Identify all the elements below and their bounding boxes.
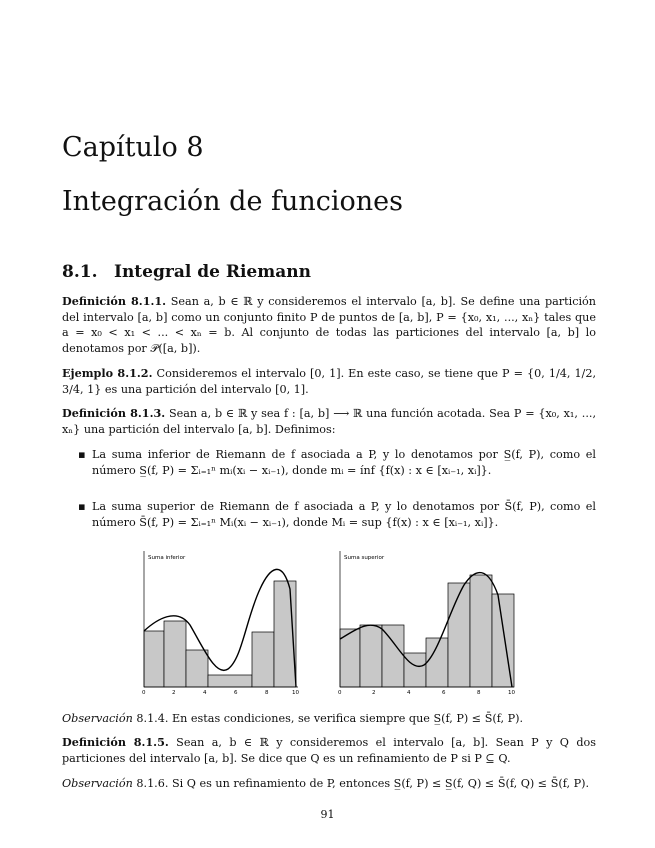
definition-text: Sean a, b ∈ ℝ y consideremos el intervalo [a, b]. Se define una partición del intervalo [a, b] como un conjunto finito P de puntos de [a, b], P = {x₀, x₁, ..., xₙ} tales que a = x₀ < x₁ < ... < xₙ = b. Al conjunto de todas las particiones del intervalo [a, b] lo denotamos por 𝒫([a, b]). bbox=[62, 295, 596, 355]
definition-heading: Definición 8.1.1. bbox=[62, 294, 167, 308]
bullet-icon: ▪ bbox=[78, 448, 86, 461]
list-item bbox=[80, 499, 596, 531]
example-heading: Ejemplo 8.1.2. bbox=[62, 366, 153, 380]
bar bbox=[360, 625, 382, 687]
definition-8-1-5 bbox=[62, 735, 596, 766]
bar bbox=[208, 675, 252, 687]
observation-number: 8.1.4. bbox=[136, 712, 169, 725]
section-title: Integral de Riemann bbox=[114, 262, 311, 282]
section-heading bbox=[62, 262, 311, 282]
x-tick-label: 0 bbox=[338, 690, 342, 696]
lower-sum-plot bbox=[142, 551, 299, 696]
observation-8-1-4 bbox=[62, 711, 596, 727]
bar bbox=[448, 583, 470, 687]
bar bbox=[382, 625, 404, 687]
x-tick-label: 2 bbox=[172, 690, 176, 696]
list-item-text: La suma inferior de Riemann de f asociada a P, y lo denotamos por S̲(f, P), como el número S̲(f, P) = Σᵢ₌₁ⁿ mᵢ(xᵢ − xᵢ₋₁), donde mᵢ = ínf {f(x) : x ∈ [xᵢ₋₁, xᵢ]}. bbox=[92, 448, 596, 477]
definition-text: Sean a, b ∈ ℝ y sea f : [a, b] ⟶ ℝ una función acotada. Sea P = {x₀, x₁, ..., xₙ} una partición del intervalo [a, b]. Definimos: bbox=[62, 407, 596, 436]
observation-number: 8.1.6. bbox=[136, 777, 169, 790]
x-tick-label: 8 bbox=[265, 690, 269, 696]
x-tick-label: 0 bbox=[142, 690, 146, 696]
bar bbox=[186, 650, 208, 687]
x-tick-labels bbox=[142, 690, 299, 696]
observation-heading: Observación bbox=[62, 777, 133, 790]
bar bbox=[252, 632, 274, 687]
bar bbox=[492, 594, 514, 687]
observation-text: En estas condiciones, se verifica siempre que S̲(f, P) ≤ S̄(f, P). bbox=[171, 712, 524, 725]
x-tick-label: 2 bbox=[372, 690, 376, 696]
bullet-icon: ▪ bbox=[78, 500, 86, 513]
x-tick-label: 6 bbox=[234, 690, 238, 696]
plot-title: Suma superior bbox=[344, 555, 385, 561]
definition-heading: Definición 8.1.5. bbox=[62, 735, 169, 749]
example-8-1-2 bbox=[62, 366, 596, 397]
definition-8-1-1 bbox=[62, 294, 596, 356]
section-number: 8.1. bbox=[62, 262, 98, 282]
chapter-label: Capítulo 8 bbox=[62, 132, 204, 163]
definition-8-1-3 bbox=[62, 406, 596, 437]
observation-text: Si Q es un refinamiento de P, entonces S̲(f, P) ≤ S̲(f, Q) ≤ S̄(f, Q) ≤ S̄(f, P). bbox=[171, 777, 590, 790]
bar bbox=[164, 621, 186, 687]
x-tick-labels bbox=[338, 690, 515, 696]
definition-heading: Definición 8.1.3. bbox=[62, 406, 166, 420]
list-item-text: La suma superior de Riemann de f asociada a P, y lo denotamos por S̄(f, P), como el número S̄(f, P) = Σᵢ₌₁ⁿ Mᵢ(xᵢ − xᵢ₋₁), donde Mᵢ = sup {f(x) : x ∈ [xᵢ₋₁, xᵢ]}. bbox=[92, 500, 596, 529]
page-number: 91 bbox=[320, 808, 335, 821]
observation-heading: Observación bbox=[62, 712, 133, 725]
plot-title: Suma inferior bbox=[148, 555, 186, 561]
x-tick-label: 4 bbox=[407, 690, 411, 696]
x-tick-label: 8 bbox=[477, 690, 481, 696]
bar bbox=[470, 575, 492, 687]
example-text: Consideremos el intervalo [0, 1]. En este caso, se tiene que P = {0, 1/4, 1/2, 3/4, 1} es una partición del intervalo [0, 1]. bbox=[62, 367, 597, 396]
observation-8-1-6 bbox=[62, 776, 596, 792]
bar bbox=[404, 653, 426, 687]
x-tick-label: 6 bbox=[442, 690, 446, 696]
x-tick-label: 10 bbox=[292, 690, 299, 696]
bar bbox=[144, 631, 164, 687]
list-item bbox=[80, 447, 596, 479]
x-tick-label: 10 bbox=[508, 690, 515, 696]
x-tick-label: 4 bbox=[203, 690, 207, 696]
definition-text: Sean a, b ∈ ℝ y consideremos el intervalo [a, b]. Sean P y Q dos particiones del intervalo [a, b]. Se dice que Q es un refinamiento de P si P ⊆ Q. bbox=[62, 736, 596, 765]
chapter-title: Integración de funciones bbox=[62, 186, 404, 217]
riemann-sums-figure bbox=[132, 549, 522, 697]
upper-sum-plot bbox=[338, 551, 515, 696]
